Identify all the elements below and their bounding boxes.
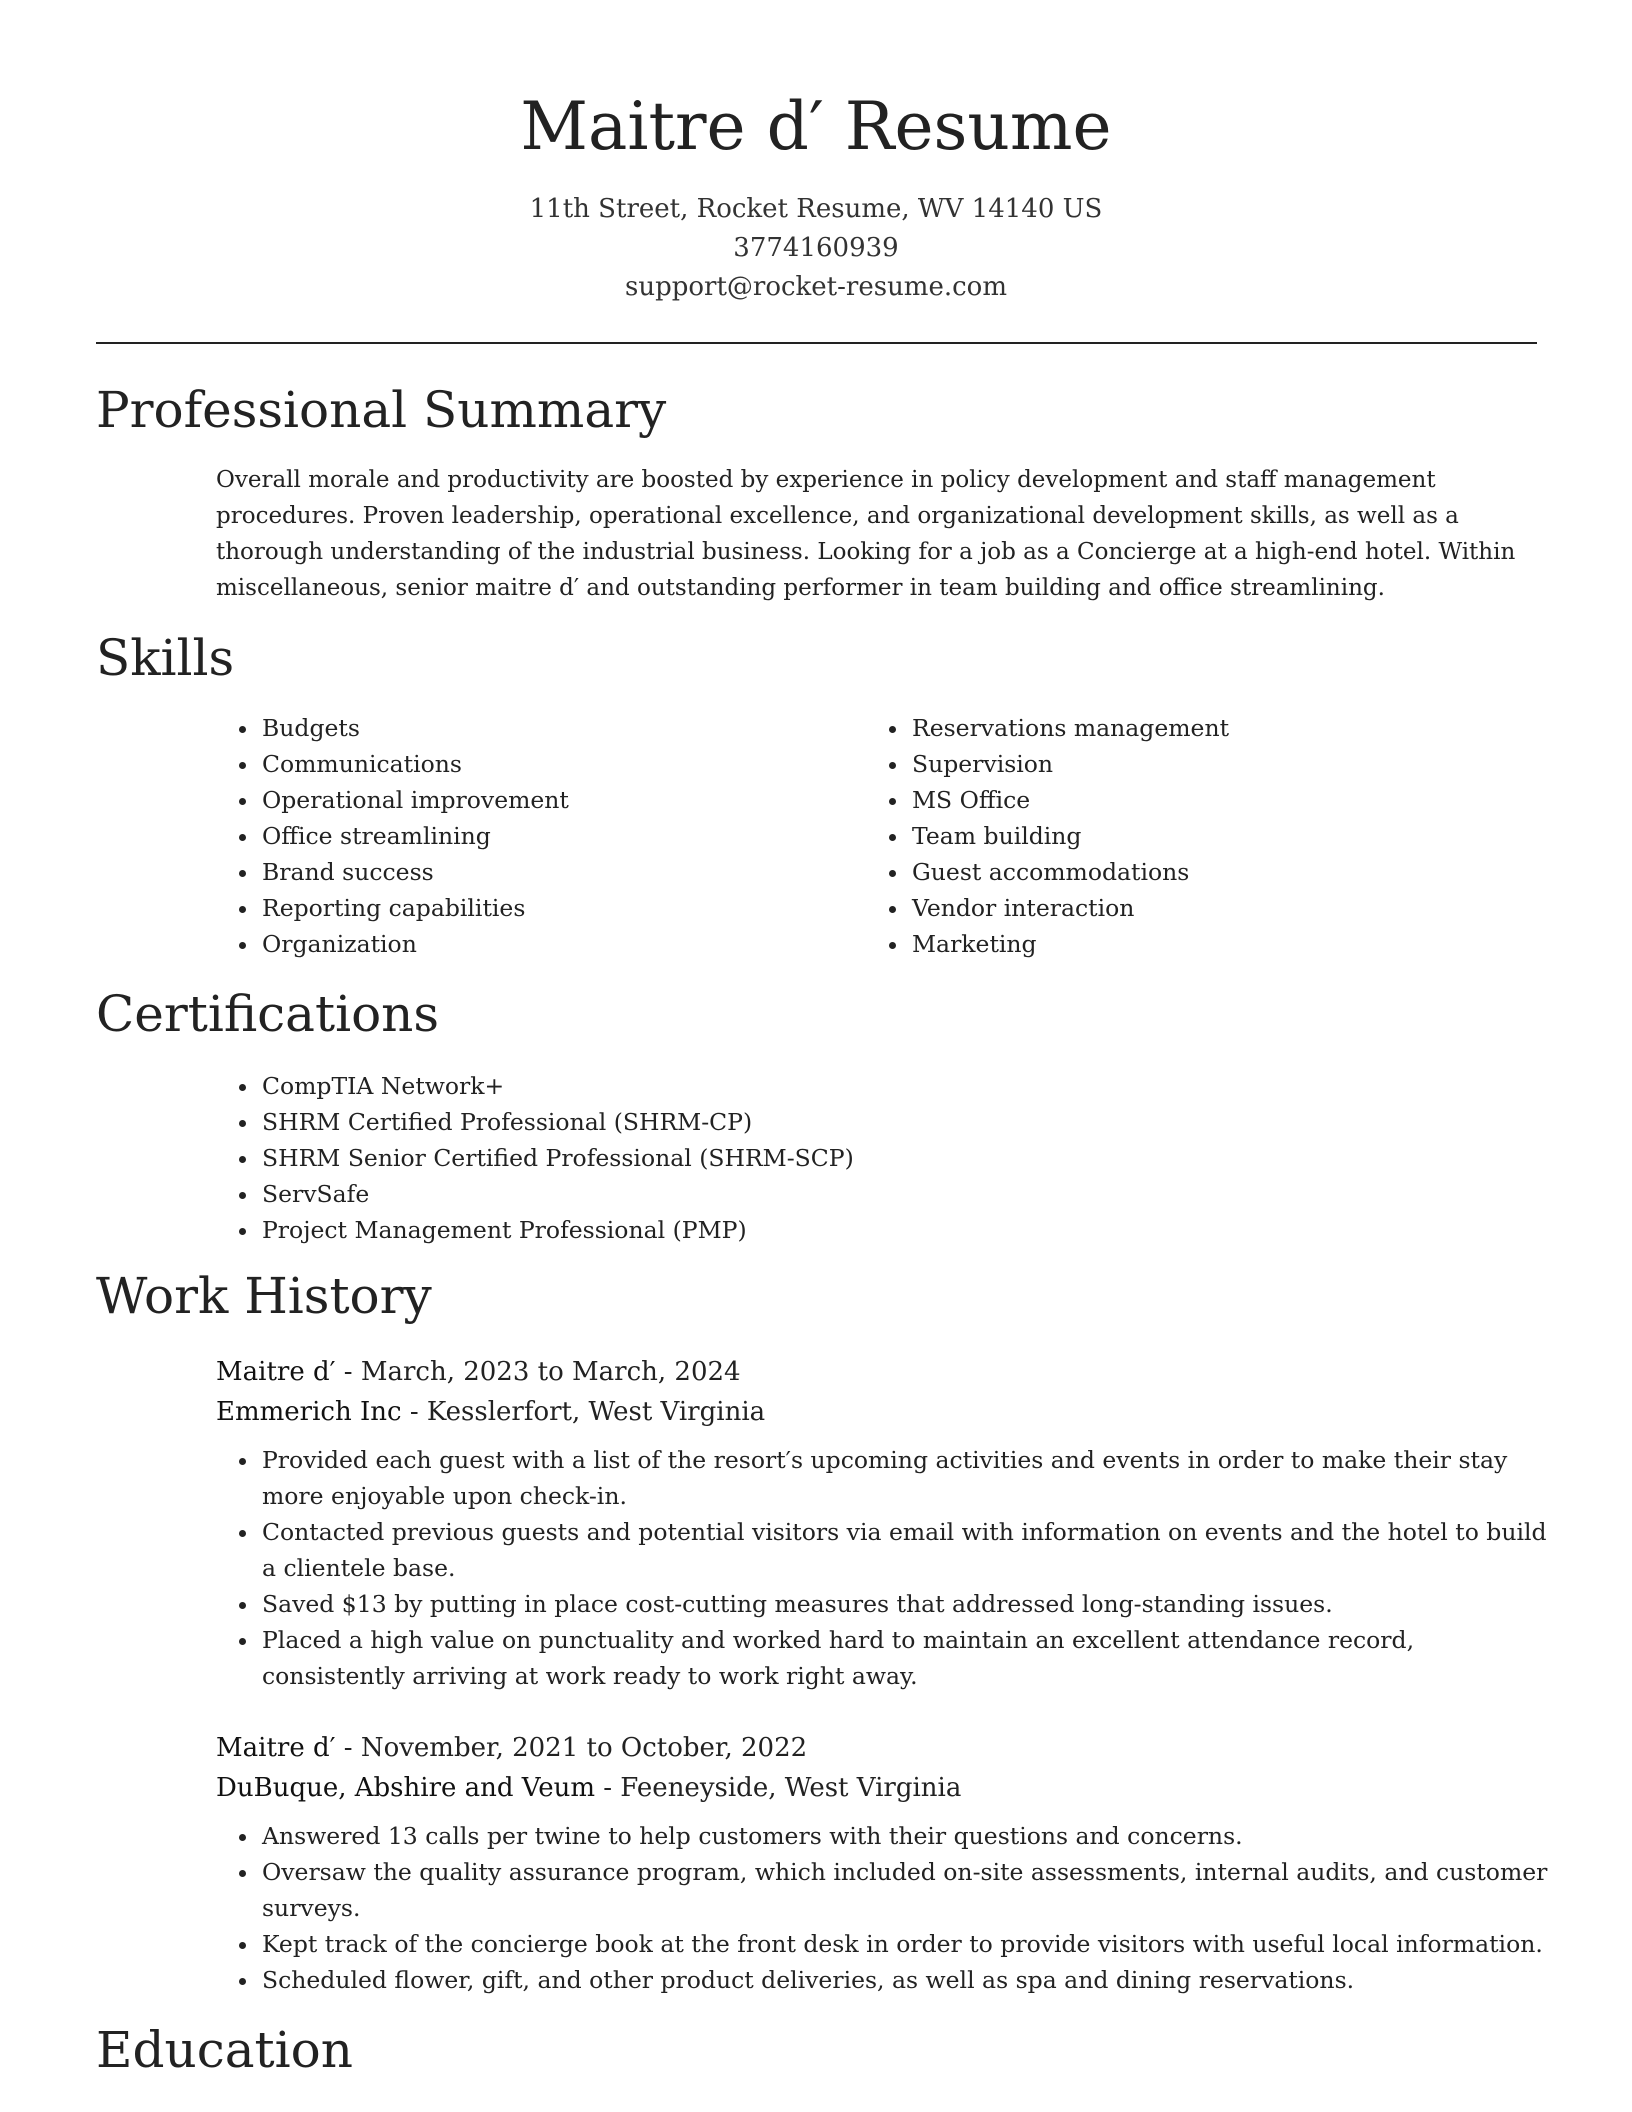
skill-item: • MS Office bbox=[910, 782, 1546, 818]
contact-address: 11th Street, Rocket Resume, WV 14140 US bbox=[529, 194, 1103, 224]
job-dates: - November, 2021 to October, 2022 bbox=[335, 1733, 808, 1763]
job-title: Maitre d′ bbox=[216, 1357, 336, 1387]
skills-column-left bbox=[216, 710, 816, 962]
certification-item: • ServSafe bbox=[260, 1176, 1546, 1212]
skills-list-left bbox=[216, 710, 816, 962]
skill-item: • Reporting capabilities bbox=[260, 890, 816, 926]
job-duties-list bbox=[216, 1442, 1552, 1694]
header-divider bbox=[96, 342, 1537, 344]
job-duty: • Contacted previous guests and potential visitors via email with information on events and the hotel to build a clientele base. bbox=[260, 1514, 1552, 1586]
certification-item: • SHRM Senior Certified Professional (SHRM-SCP) bbox=[260, 1140, 1546, 1176]
job-title-line bbox=[216, 1728, 1552, 1768]
skill-item: • Reservations management bbox=[910, 710, 1546, 746]
job-duties-list bbox=[216, 1818, 1552, 1998]
summary-heading: Professional Summary bbox=[96, 381, 667, 439]
certifications-heading: Certifications bbox=[96, 985, 440, 1043]
skill-item: • Marketing bbox=[910, 926, 1546, 962]
certifications-list bbox=[216, 1068, 1546, 1248]
skill-item: • Team building bbox=[910, 818, 1546, 854]
certification-item: • Project Management Professional (PMP) bbox=[260, 1212, 1546, 1248]
skill-item: • Brand success bbox=[260, 854, 816, 890]
job-duty: • Provided each guest with a list of the resort′s upcoming activities and events in order to make their stay more enjoyable upon check-in. bbox=[260, 1442, 1552, 1514]
education-heading: Education bbox=[96, 2021, 353, 2079]
certification-item: • SHRM Certified Professional (SHRM-CP) bbox=[260, 1104, 1546, 1140]
skills-heading: Skills bbox=[96, 629, 235, 687]
certifications-block bbox=[216, 1068, 1546, 1248]
skill-item: • Guest accommodations bbox=[910, 854, 1546, 890]
skill-item: • Communications bbox=[260, 746, 816, 782]
skill-item: • Vendor interaction bbox=[910, 890, 1546, 926]
job-dates: - March, 2023 to March, 2024 bbox=[335, 1357, 741, 1387]
job-company: DuBuque, Abshire and Veum bbox=[216, 1773, 595, 1803]
job-company-line bbox=[216, 1392, 1552, 1432]
job-duty: • Scheduled flower, gift, and other product deliveries, as well as spa and dining reservations. bbox=[260, 1962, 1552, 1998]
skills-column-right bbox=[866, 710, 1546, 962]
job-title-line bbox=[216, 1352, 1552, 1392]
job-company: Emmerich Inc bbox=[216, 1397, 402, 1427]
skills-list-right bbox=[866, 710, 1546, 962]
job-title: Maitre d′ bbox=[216, 1733, 336, 1763]
job-location: - Kesslerfort, West Virginia bbox=[401, 1397, 766, 1427]
skill-item: • Office streamlining bbox=[260, 818, 816, 854]
contact-info bbox=[0, 190, 1632, 307]
job-duty: • Saved $13 by putting in place cost-cutting measures that addressed long-standing issues. bbox=[260, 1586, 1552, 1622]
contact-phone: 3774160939 bbox=[733, 233, 899, 263]
job-duty: • Placed a high value on punctuality and worked hard to maintain an excellent attendance record, consistently arriving at work ready to work right away. bbox=[260, 1622, 1552, 1694]
job-duty: • Answered 13 calls per twine to help customers with their questions and concerns. bbox=[260, 1818, 1552, 1854]
resume-header bbox=[0, 0, 1632, 307]
work-history-heading: Work History bbox=[96, 1267, 432, 1325]
skill-item: • Organization bbox=[260, 926, 816, 962]
job-company-line bbox=[216, 1768, 1552, 1808]
job-entry bbox=[216, 1352, 1552, 1694]
skill-item: • Supervision bbox=[910, 746, 1546, 782]
certification-item: • CompTIA Network+ bbox=[260, 1068, 1546, 1104]
skill-item: • Operational improvement bbox=[260, 782, 816, 818]
contact-email: support@rocket-resume.com bbox=[624, 272, 1007, 302]
summary-text: Overall morale and productivity are boosted by experience in policy development and staff management procedures. Proven leadership, operational excellence, and organizational development skills, as well as a thorough understanding of the industrial business. Looking for a job as a Concierge at a high-end hotel. Within miscellaneous, senior maitre d′ and outstanding performer in team building and office streamlining. bbox=[216, 467, 1516, 601]
job-duty: • Kept track of the concierge book at the front desk in order to provide visitors with useful local information. bbox=[260, 1926, 1552, 1962]
job-entry bbox=[216, 1728, 1552, 1998]
job-location: - Feeneyside, West Virginia bbox=[594, 1773, 962, 1803]
resume-name: Maitre d′ Resume bbox=[520, 88, 1112, 165]
job-duty: • Oversaw the quality assurance program, which included on-site assessments, internal audits, and customer surveys. bbox=[260, 1854, 1552, 1926]
skill-item: • Budgets bbox=[260, 710, 816, 746]
